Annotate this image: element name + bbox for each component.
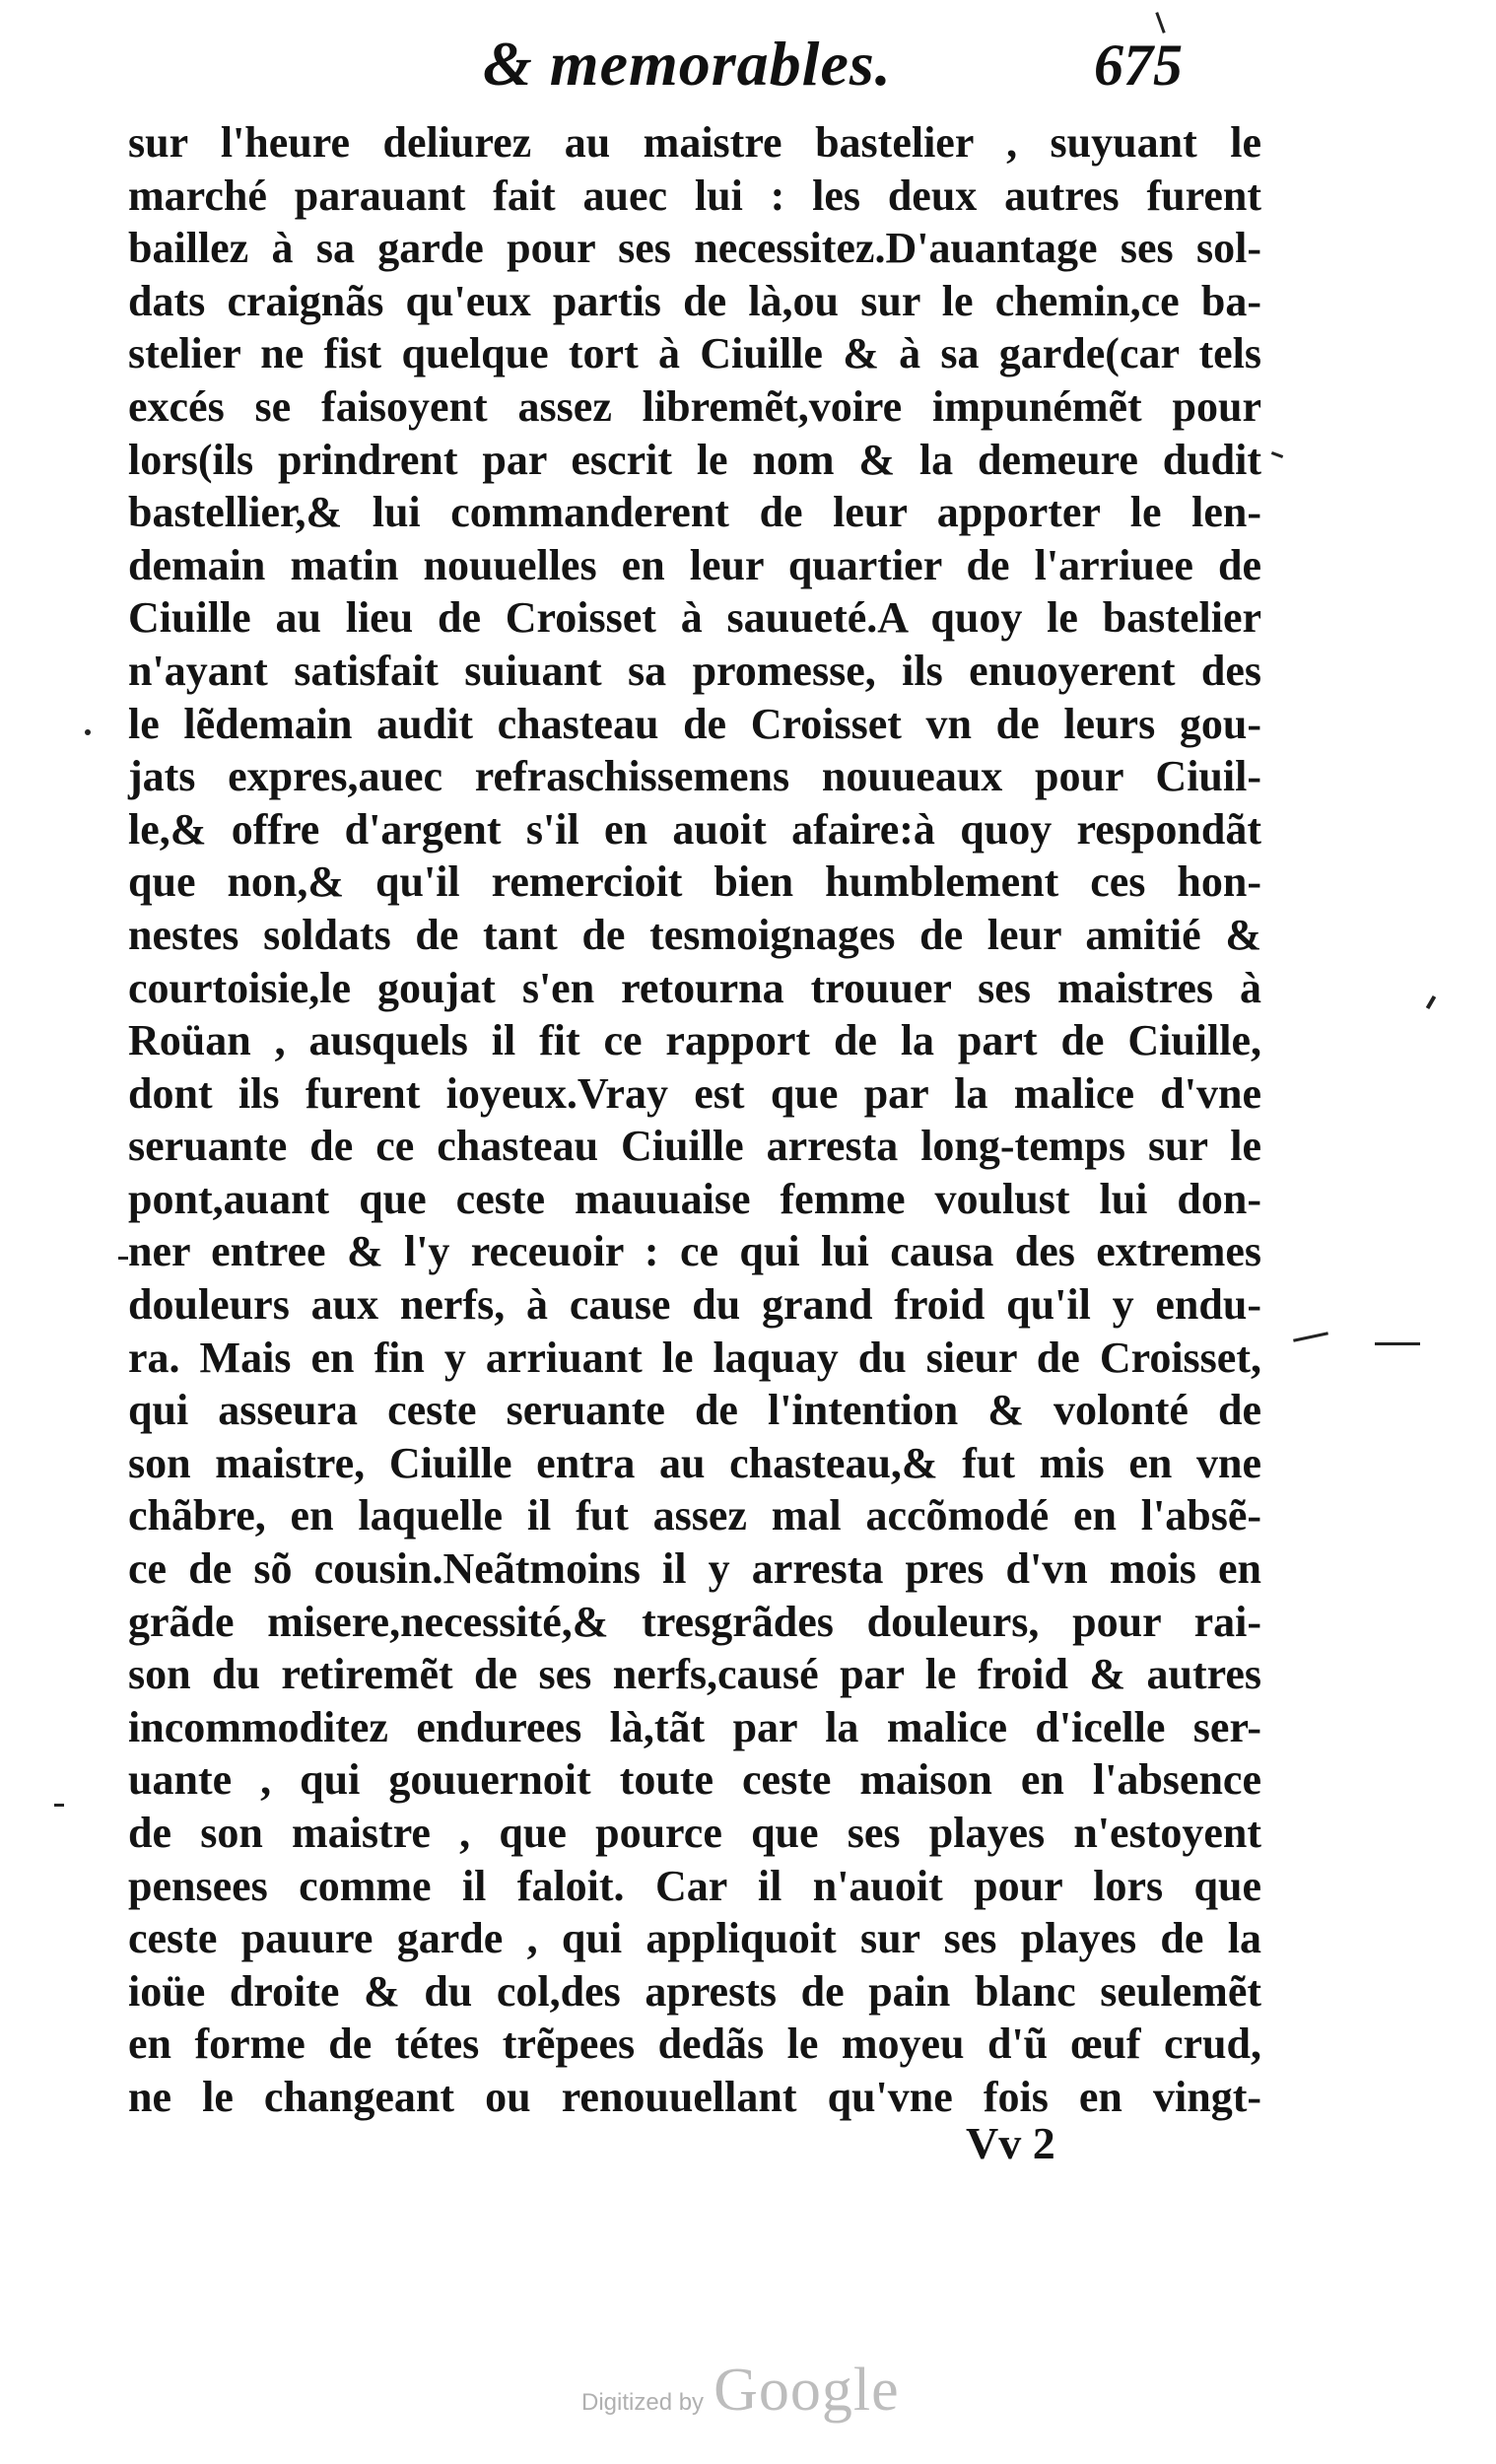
margin-mark (1426, 995, 1436, 1009)
text-line: son du retiremẽt de ses nerfs,causé par le froid & autres (128, 1650, 1261, 1699)
text-line: pont,auant que ceste mauuaise femme voulust lui don- (128, 1174, 1261, 1223)
body-text (128, 116, 1261, 2124)
digitized-by-label: Digitized by (581, 2389, 705, 2416)
text-line: que non,& qu'il remercioit bien humblement ces hon- (128, 857, 1261, 907)
text-line: dats craignãs qu'eux partis de là,ou sur le chemin,ce ba- (128, 276, 1261, 325)
google-logo: Google (714, 2357, 900, 2424)
text-line: en forme de tétes trẽpees dedãs le moyeu d'ũ œuf crud, (128, 2019, 1261, 2069)
text-line: Ciuille au lieu de Croisset à sauueté.A quoy le bastelier (128, 593, 1261, 643)
margin-mark (1155, 12, 1165, 34)
signature-mark: Vv 2 (966, 2118, 1055, 2168)
text-line: stelier ne fist quelque tort à Ciuille & à sa garde(car tels (128, 329, 1261, 378)
text-line: de son maistre , que pource que ses playes n'estoyent (128, 1809, 1261, 1857)
text-line: pensees comme il faloit. Car il n'auoit pour lors que (128, 1861, 1261, 1910)
text-line: dont ils furent ioyeux.Vray est que par la malice d'vne (128, 1068, 1261, 1118)
text-line: Roüan , ausquels il fit ce rapport de la part de Ciuille, (128, 1016, 1261, 1065)
margin-mark (118, 1257, 128, 1260)
margin-mark (1271, 451, 1283, 458)
page-number: 675 (1094, 33, 1183, 98)
text-line: n'ayant satisfait suiuant sa promesse, ils enuoyerent des (128, 646, 1261, 695)
text-line: chãbre, en laquelle il fut assez mal accõmodé en l'absẽ- (128, 1491, 1261, 1540)
text-line: son maistre, Ciuille entra au chasteau,& fut mis en vne (128, 1438, 1261, 1487)
text-line: ra. Mais en fin y arriuant le laquay du sieur de Croisset, (128, 1333, 1261, 1382)
text-line: marché parauant fait auec lui : les deux autres furent (128, 171, 1261, 220)
margin-mark (1375, 1342, 1420, 1345)
text-line: ne le changeant ou renouuellant qu'vne fois en vingt- (128, 2072, 1261, 2121)
text-line: le lẽdemain audit chasteau de Croisset vn de leurs gou- (128, 699, 1261, 748)
text-line: nestes soldats de tant de tesmoignages de leur amitié & (128, 910, 1261, 959)
text-line: ioüe droite & du col,des aprests de pain blanc seulemẽt (128, 1966, 1261, 2016)
margin-mark (85, 729, 91, 735)
text-line: excés se faisoyent assez libremẽt,voire impunémẽt pour (128, 381, 1261, 431)
digitized-watermark (581, 2356, 900, 2426)
text-line: sur l'heure deliurez au maistre bastelier , suyuant le (128, 118, 1261, 167)
text-line: baillez à sa garde pour ses necessitez.D'auantage ses sol- (128, 224, 1261, 273)
text-line: seruante de ce chasteau Ciuille arresta long-temps sur le (128, 1122, 1261, 1171)
text-line: le,& offre d'argent s'il en auoit afaire:à quoy respondãt (128, 804, 1261, 854)
text-line: demain matin nouuelles en leur quartier de l'arriuee de (128, 540, 1261, 589)
text-line: lors(ils prindrent par escrit le nom & la demeure dudit (128, 435, 1261, 484)
text-line: incommoditez endurees là,tãt par la malice d'icelle ser- (128, 1702, 1261, 1751)
text-line: bastellier,& lui commanderent de leur apporter le len- (128, 488, 1261, 537)
text-line: douleurs aux nerfs, à cause du grand froid qu'il y endu- (128, 1280, 1261, 1330)
text-line: courtoisie,le goujat s'en retourna trouuer ses maistres à (128, 963, 1261, 1012)
margin-mark (1293, 1332, 1328, 1341)
text-line: grãde misere,necessité,& tresgrãdes douleurs, pour rai- (128, 1597, 1261, 1646)
text-line: jats expres,auec refraschissemens nouueaux pour Ciuil- (128, 752, 1261, 801)
text-line: qui asseura ceste seruante de l'intention & volonté de (128, 1386, 1261, 1435)
text-line: ner entree & l'y receuoir : ce qui lui causa des extremes (128, 1227, 1261, 1276)
running-head: & memorables. (483, 29, 892, 99)
text-line: uante , qui gouuernoit toute ceste maison en l'absence (128, 1755, 1261, 1805)
text-line: ce de sõ cousin.Neãtmoins il y arresta pres d'vn mois en (128, 1544, 1261, 1594)
text-line: ceste pauure garde , qui appliquoit sur ses playes de la (128, 1914, 1261, 1963)
margin-mark (54, 1804, 64, 1807)
